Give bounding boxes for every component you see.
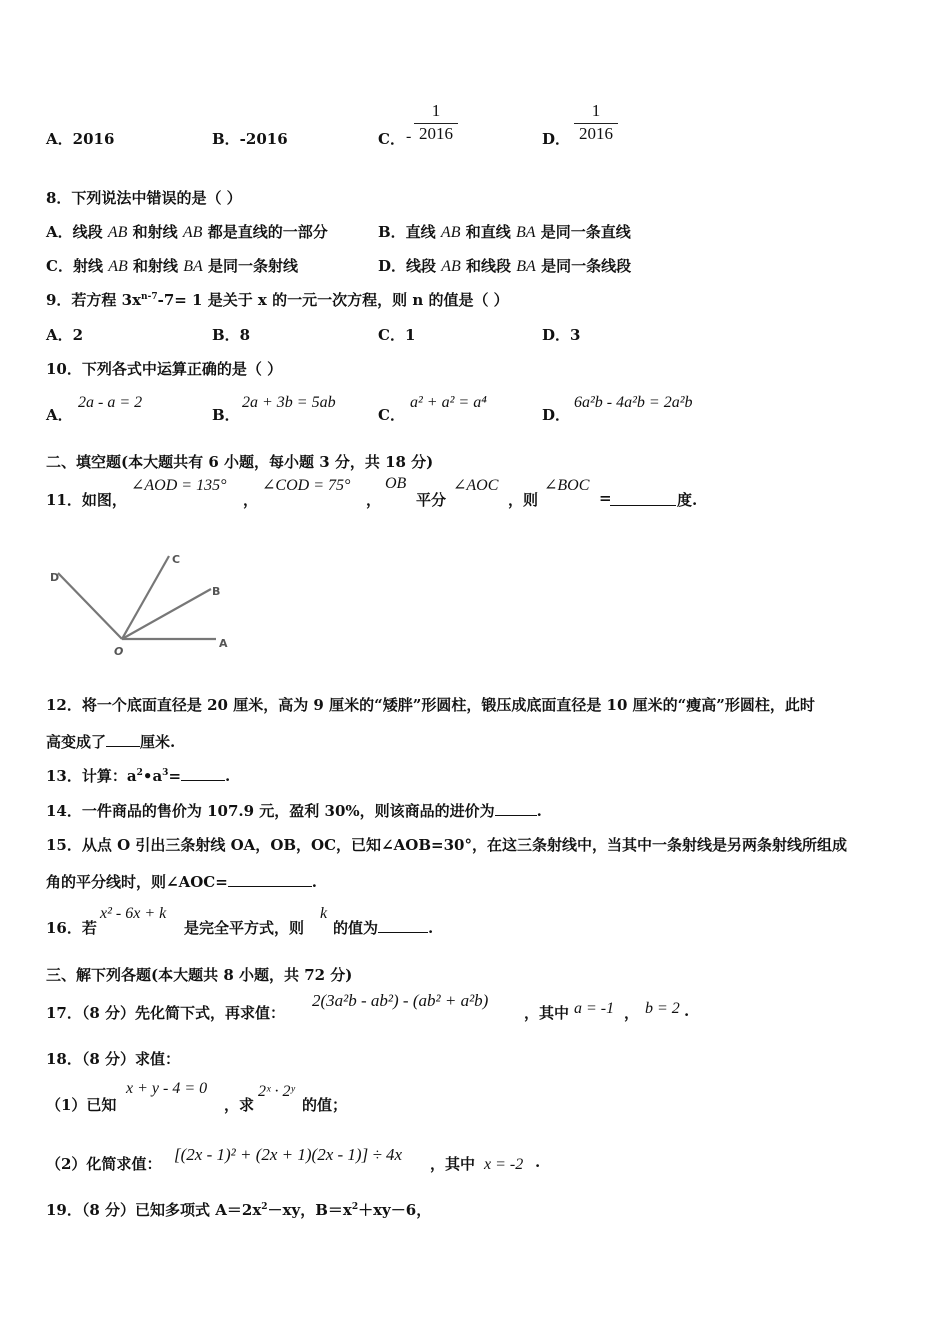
- q11-math-ob: OB: [385, 475, 407, 492]
- q18-p1-expr: x + y - 4 = 0: [126, 1080, 208, 1097]
- q16-expr: x² - 6x + k: [100, 905, 167, 922]
- q16-b: 是完全平方式，则: [184, 919, 305, 937]
- q16-c-text: 的值为: [333, 919, 379, 937]
- q11-answer-blank[interactable]: [610, 491, 676, 506]
- q12-line2-a: 高变成了: [46, 733, 107, 751]
- q18-p1-c: 的值；: [302, 1096, 348, 1114]
- q14: [46, 800, 542, 821]
- q11-text-then: ，则: [508, 491, 539, 509]
- q11-unit: 度.: [677, 491, 698, 509]
- q11-math-boc: ∠BOC: [544, 477, 590, 494]
- q15-line2: [46, 871, 317, 892]
- q10-option-b-label: B．: [212, 406, 240, 424]
- q19-sup2: 2: [351, 1202, 359, 1212]
- q18-p1-expr2: 2ˣ · 2ʸ: [258, 1083, 295, 1100]
- q8-c-math1: AB: [108, 258, 128, 275]
- q8-d-math2: BA: [516, 258, 536, 275]
- q17-val-a: a = -1: [574, 1000, 615, 1017]
- q13-a: 13．计算：a: [46, 767, 137, 785]
- q8-a-text1: 和射线: [132, 223, 178, 241]
- q19: [46, 1199, 431, 1220]
- q9-stem: [46, 289, 509, 310]
- q19-a: 19．（8 分）已知多项式 A＝2x: [46, 1201, 262, 1219]
- q8-option-a: [46, 221, 328, 242]
- q11-equals: =: [599, 489, 612, 507]
- q8-b-math1: AB: [440, 224, 461, 241]
- q7-option-b: B．-2016: [212, 130, 288, 148]
- q19-c: ＋xy－6，: [358, 1201, 432, 1219]
- q16-a: 16．若: [46, 919, 97, 937]
- fraction-numerator: 1: [591, 101, 601, 120]
- q9-option-d: D．3: [542, 326, 581, 344]
- q8-c-text2: 是同一条射线: [208, 257, 299, 275]
- label-c: C: [172, 553, 181, 566]
- q8-b-label: B．直线: [378, 223, 436, 241]
- q17-a: 17．（8 分）先化简下式，再求值：: [46, 1004, 286, 1022]
- q19-sup1: 2: [261, 1202, 268, 1212]
- q14-a: 14．一件商品的售价为 107.9 元，盈利 30%，则该商品的进价为: [46, 802, 495, 820]
- q11-prefix: 11．如图，: [46, 491, 127, 509]
- q10-option-c-expr: a² + a² = a⁴: [410, 394, 487, 411]
- q9-stem-b: -7= 1 是关于 x 的一元一次方程，则 n 的值是（ ）: [157, 291, 509, 309]
- q13-b: •a: [142, 767, 163, 785]
- q10-stem: 10．下列各式中运算正确的是（ ）: [46, 360, 283, 378]
- q11-math-aoc: ∠AOC: [453, 477, 499, 494]
- q11-math-aod: ∠AOD = 135°: [131, 477, 227, 494]
- q13-answer-blank[interactable]: [181, 768, 225, 781]
- q9-option-a: A．2: [46, 326, 84, 344]
- q18-p1-a: （1）已知: [46, 1096, 117, 1114]
- q11-math-cod: ∠COD = 75°: [262, 477, 351, 494]
- q12-line2: [46, 731, 175, 752]
- q13-sup2: 3: [162, 768, 169, 778]
- q7-option-d-fraction: [574, 101, 618, 144]
- q17-period: .: [684, 1002, 690, 1020]
- q8-c-label: C．射线: [46, 257, 103, 275]
- q8-option-c: [46, 255, 298, 276]
- q7-option-c-label: C．: [378, 130, 405, 148]
- q8-d-text2: 是同一条线段: [541, 257, 632, 275]
- q18-p2-d: .: [535, 1153, 541, 1171]
- q8-option-d: [378, 255, 631, 276]
- label-a: A: [219, 637, 228, 650]
- q12-answer-blank[interactable]: [106, 734, 140, 747]
- q18-p2-b: ，其中: [430, 1155, 476, 1173]
- q11-comma-1: ，: [243, 491, 259, 509]
- q9-stem-sup: n-7: [141, 292, 158, 302]
- q10-option-c-label: C．: [378, 406, 405, 424]
- q17-val-b: b = 2: [645, 1000, 680, 1017]
- section-2-heading: 二、填空题(本大题共有 6 小题，每小题 3 分，共 18 分): [46, 453, 434, 471]
- q18-p1-b: ，求: [224, 1096, 255, 1114]
- q15-line1: 15．从点 O 引出三条射线 OA，OB，OC，已知∠AOB=30°，在这三条射线中，当其中一条射线是另两条射线所组成: [46, 836, 847, 854]
- fraction-denominator: 2016: [579, 124, 613, 143]
- q18-p2-expr: [(2x - 1)² + (2x + 1)(2x - 1)] ÷ 4x: [174, 1145, 403, 1164]
- q8-d-text1: 和线段: [466, 257, 512, 275]
- q15-answer-blank[interactable]: [228, 874, 312, 887]
- q8-c-math2: BA: [183, 258, 203, 275]
- label-d: D: [50, 571, 60, 584]
- q8-b-text1: 和直线: [465, 223, 511, 241]
- q9-option-b: B．8: [212, 326, 251, 344]
- q16-d: .: [428, 919, 434, 937]
- q10-option-a-expr: 2a - a = 2: [78, 394, 143, 411]
- q10-option-d-expr: 6a²b - 4a²b = 2a²b: [574, 394, 693, 411]
- q13-c: =: [168, 767, 182, 785]
- q8-d-math1: AB: [441, 258, 461, 275]
- q18-p2-x: x = -2: [484, 1156, 524, 1173]
- label-o: O: [114, 645, 124, 658]
- section-3-heading: 三、解下列各题(本大题共 8 小题，共 72 分): [46, 966, 353, 984]
- q8-a-math2: AB: [182, 224, 203, 241]
- q9-stem-a: 9．若方程 3x: [46, 291, 142, 309]
- q17-expr: 2(3a²b - ab²) - (ab² + a²b): [312, 991, 489, 1010]
- q8-a-math1: AB: [107, 224, 128, 241]
- angle-figure: [46, 545, 246, 660]
- q13-d: .: [225, 767, 231, 785]
- fraction-denominator: 2016: [419, 124, 453, 143]
- q8-c-text1: 和射线: [132, 257, 178, 275]
- q7-option-d-label: D．: [542, 130, 571, 148]
- q18-stem: 18．（8 分）求值：: [46, 1050, 181, 1068]
- q19-b: －xy，B＝x: [267, 1201, 352, 1219]
- q17-b: ，其中: [524, 1004, 570, 1022]
- q10-option-a-label: A．: [46, 406, 73, 424]
- q17-comma: ，: [624, 1004, 640, 1022]
- q11-text-bisect: 平分: [416, 491, 447, 509]
- q12-line1: 12．将一个底面直径是 20 厘米，高为 9 厘米的“矮胖”形圆柱，锻压成底面直径是 10 厘米的“瘦高”形圆柱，此时: [46, 696, 815, 714]
- q8-b-math2: BA: [515, 224, 536, 241]
- q15-line2-a: 角的平分线时，则∠AOC=: [46, 873, 228, 891]
- q14-answer-blank[interactable]: [495, 803, 537, 816]
- q8-d-label: D．线段: [378, 257, 437, 275]
- q9-option-c: C．1: [378, 326, 416, 344]
- q8-stem: 8．下列说法中错误的是（ ）: [46, 189, 242, 207]
- q8-a-label: A．线段: [46, 223, 103, 241]
- q15-line2-b: .: [311, 873, 318, 891]
- q13-sup1: 2: [136, 768, 143, 778]
- q18-p2-a: （2）化简求值：: [46, 1155, 162, 1173]
- q8-a-text2: 都是直线的一部分: [207, 223, 328, 241]
- q10-option-d-label: D．: [542, 406, 571, 424]
- q14-b: .: [536, 802, 542, 820]
- ray-od: [58, 573, 122, 639]
- label-b: B: [212, 585, 221, 598]
- q16-k: k: [320, 905, 328, 922]
- fraction-numerator: 1: [431, 101, 441, 120]
- q8-option-b: [378, 221, 631, 242]
- q13: [46, 765, 230, 786]
- q7-option-c-sign: -: [406, 128, 412, 145]
- q12-line2-b: 厘米.: [140, 733, 176, 751]
- q16-answer-blank[interactable]: [378, 920, 428, 933]
- q8-b-text2: 是同一条直线: [540, 223, 631, 241]
- q11-comma-2: ，: [366, 491, 382, 509]
- q7-option-a: A．2016: [46, 130, 115, 148]
- q16-c: [333, 917, 433, 938]
- q7-option-c-fraction: [414, 101, 458, 144]
- q10-option-b-expr: 2a + 3b = 5ab: [242, 394, 336, 411]
